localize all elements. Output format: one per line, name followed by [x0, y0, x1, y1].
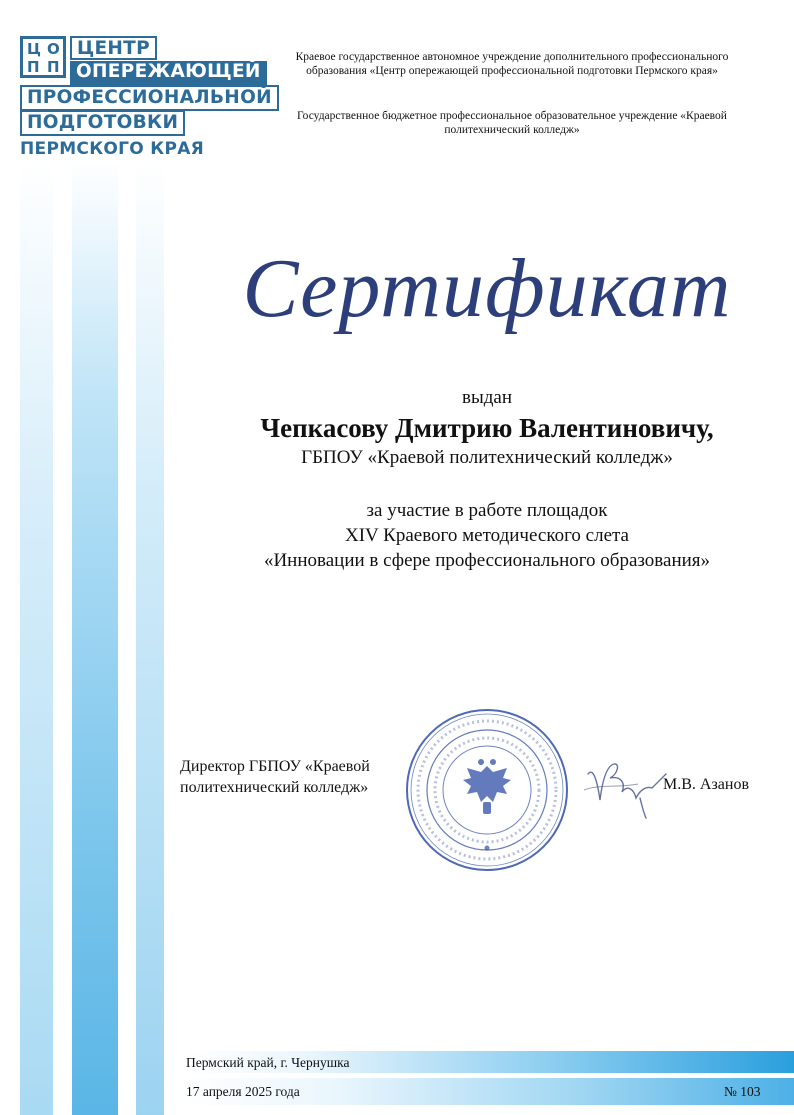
recipient-org: ГБПОУ «Краевой политехнический колледж» — [301, 447, 673, 468]
official-seal-icon — [403, 706, 571, 874]
reason-line-2: XIV Краевого методического слета — [345, 525, 629, 546]
header-org-1: Краевое государственное автономное учреждение дополнительного профессионального образования «Центр опережающей профессиональной подготовки Пермского края» — [295, 51, 729, 77]
logo-mark-letter: П — [27, 58, 40, 76]
reason-line-1: за участие в работе площадок — [366, 500, 608, 521]
recipient-name: Чепкасову Дмитрию Валентиновичу, — [260, 413, 714, 443]
footer-date: 17 апреля 2025 года — [186, 1084, 300, 1099]
signer-name: М.В. Азанов — [663, 776, 749, 793]
logo-mark-letter: П — [47, 58, 60, 76]
signer-position-line-1: Директор ГБПОУ «Краевой — [180, 758, 370, 775]
handwritten-signature — [580, 744, 670, 824]
issued-label: выдан — [461, 387, 512, 408]
logo-line-2: ОПЕРЕЖАЮЩЕЙ — [70, 61, 267, 85]
decorative-stripe-2 — [72, 160, 118, 1115]
certificate-title: Сертификат — [242, 242, 732, 335]
header-org-2: Государственное бюджетное профессиональное образовательное учреждение «Краевой политехнический колледж» — [297, 110, 727, 136]
logo-mark — [20, 36, 66, 78]
logo — [20, 34, 272, 162]
decorative-stripe-1 — [20, 160, 53, 1115]
logo-line-4: ПОДГОТОВКИ — [20, 110, 185, 136]
logo-line-5: ПЕРМСКОГО КРАЯ — [20, 139, 205, 159]
logo-line-3: ПРОФЕССИОНАЛЬНОЙ — [20, 85, 279, 111]
logo-line-1: ЦЕНТР — [70, 36, 157, 60]
signer-position-line-2: политехнический колледж» — [180, 779, 369, 796]
footer-place: Пермский край, г. Чернушка — [186, 1055, 350, 1070]
logo-mark-letter: О — [47, 40, 60, 58]
decorative-stripe-3 — [136, 160, 164, 1115]
reason-line-3: «Инновации в сфере профессионального образования» — [263, 550, 711, 571]
signer-position — [180, 756, 370, 798]
certificate-number: № 103 — [724, 1084, 761, 1099]
logo-mark-letter: Ц — [27, 40, 41, 58]
